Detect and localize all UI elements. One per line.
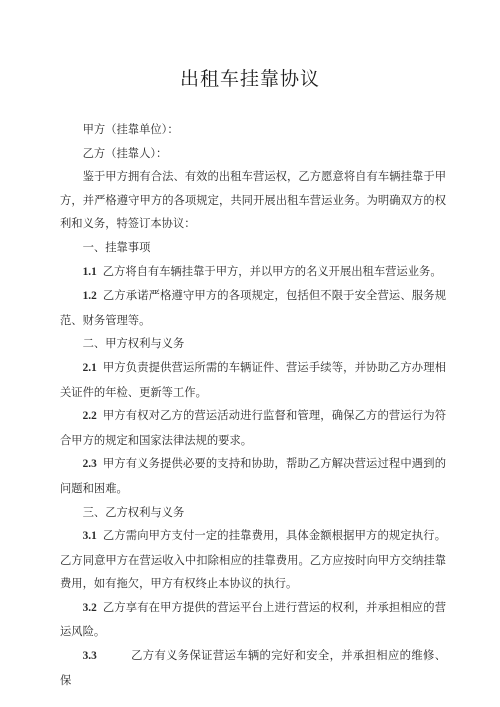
paragraph-text: 乙方（挂靠人）： [82, 146, 168, 160]
clause-number: 1.1 [82, 265, 97, 278]
clause-text: 甲方有权对乙方的营运活动进行监督和管理，确保乙方的营运行为符合甲方的规定和国家法律法规的要求。 [60, 409, 446, 447]
clause-text: 乙方将自有车辆挂靠于甲方，并以甲方的名义开展出租车营运业务。 [102, 264, 442, 278]
section-heading-text: 一、挂靠事项 [82, 240, 151, 254]
clause-number: 1.2 [82, 290, 97, 303]
paragraph-preamble [60, 165, 446, 236]
clause-3-3 [60, 644, 446, 692]
clause-number: 3.2 [82, 601, 97, 614]
paragraph-text: 鉴于甲方拥有合法、有效的出租车营运权，乙方愿意将自有车辆挂靠于甲方，并严格遵守甲方的各项规定，共同开展出租车营运业务。为明确双方的权利和义务，特签订本协议： [60, 170, 446, 231]
clause-1-1 [60, 260, 446, 285]
paragraph-text: 甲方（挂靠单位）： [82, 123, 179, 136]
clause-text: 乙方享有在甲方提供的营运平台上进行营运的权利，并承担相应的营运风险。 [60, 600, 446, 639]
clause-number: 2.3 [82, 458, 97, 471]
section-heading-text: 三、乙方权利与义务 [82, 505, 185, 519]
clause-text: 乙方需向甲方支付一定的挂靠费用，具体金额根据甲方的规定执行。乙方同意甲方在营运收入中扣除相应的挂靠费用。乙方应按时向甲方交纳挂靠费用，如有拖欠，甲方有权终止本协议的执行。 [60, 529, 446, 591]
clause-number: 3.3 [82, 650, 97, 663]
paragraph-party-b [60, 142, 446, 166]
clause-number: 2.1 [82, 361, 97, 374]
clause-3-2 [60, 596, 446, 644]
clause-text: 甲方负责提供营运所需的车辆证件、营运手续等，并协助乙方办理相关证件的年检、更新等工作。 [60, 360, 446, 399]
document-body [60, 118, 446, 692]
clause-3-1 [60, 524, 446, 596]
paragraph-party-a [60, 118, 446, 142]
clause-text: 甲方有义务提供必要的支持和协助，帮助乙方解决营运过程中遇到的问题和困难。 [60, 457, 446, 495]
clause-2-3 [60, 452, 446, 500]
section-heading-text: 二、甲方权利与义务 [82, 337, 185, 351]
clause-text: 乙方承诺严格遵守甲方的各项规定，包括但不限于安全营运、服务规范、财务管理等。 [60, 289, 446, 327]
clause-text: 乙方有义务保证营运车辆的完好和安全，并承担相应的维修、保 [60, 649, 446, 687]
clause-1-2 [60, 284, 446, 332]
section-heading-2 [60, 332, 446, 356]
clause-number: 2.2 [82, 410, 97, 423]
clause-2-2 [60, 404, 446, 452]
document-title: 出租车挂靠协议 [179, 68, 320, 90]
section-heading-1 [60, 236, 446, 260]
clause-number: 3.1 [82, 530, 97, 543]
section-heading-3 [60, 501, 446, 525]
clause-2-1 [60, 356, 446, 404]
